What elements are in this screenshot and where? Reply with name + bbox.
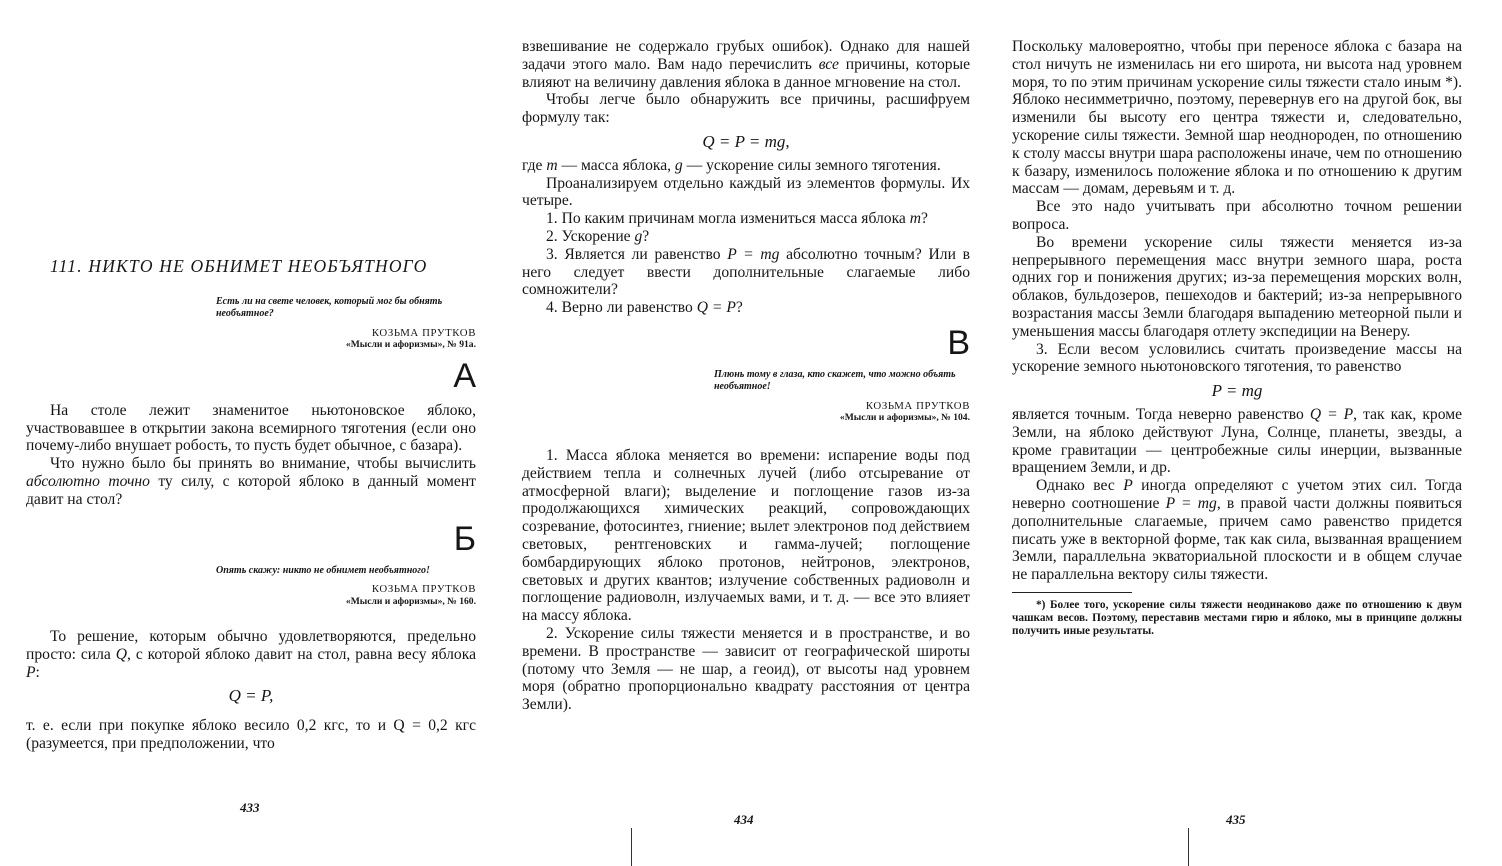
- question-4: 4. Верно ли равенство Q = P?: [546, 299, 743, 317]
- epigraph-author: КОЗЬМА ПРУТКОВ: [371, 583, 476, 596]
- answer-1: 1. Масса яблока меняется во времени: испарение воды под действием тепла и солнечных лучей (либо отсыревание от атмосферной влаги); выделение и поглощение газов из-за продолжающихся химических реакций, сопровождающих созревание, фотосинтез, гниение; вылет электронов под действием световых, рентгеновских и гамма-лучей; поглощение бомбардирующих яблоко протонов, нейтронов, электронов, световых и других квантов; излучение собственных радиоволн и поглощение радиоволн, излучаемых вами, и т. д. — все это влияет на массу яблока.: [522, 446, 970, 625]
- epigraph-author: КОЗЬМА ПРУТКОВ: [371, 326, 476, 339]
- epigraph-text: Опять скажу: никто не обнимет необъятного!: [216, 564, 430, 576]
- page-435: [1012, 0, 1462, 866]
- paragraph: Все это надо учитывать при абсолютно точном решении вопроса.: [1012, 198, 1462, 233]
- page-433: [26, 0, 476, 866]
- paragraph: Во времени ускорение силы тяжести меняется из-за непрерывного перемещения масс внутри земного шара, роста одних гор и понижения других; из-за перемещения морских волн, облаков, бульдозеров, пешеходов и бактерий; из-за непрерывного возрастания массы Земли благодаря выпадению метеорной пыли и уменьшения массы благодаря отлету экспедиции на Венеру.: [1012, 233, 1462, 340]
- answer-2: 2. Ускорение силы тяжести меняется и в пространстве, и во времени. В пространстве — зависит от географической широты (потому что Земля — не шар, а геоид), от высоты над уровнем моря (обратно пропорционально квадрату расстояния от центра Земли).: [522, 624, 970, 714]
- question-1: 1. По каким причинам могла измениться масса яблока m?: [546, 210, 928, 228]
- footnote: *) Более того, ускорение силы тяжести неодинаково даже по отношению к двум чашкам весов. Поэтому, переставив местами гирю и яблоко, мы в принципе должны получить иные результаты.: [1012, 598, 1462, 637]
- page-number: 434: [734, 812, 754, 827]
- formula: Q = P = mg,: [702, 131, 790, 151]
- paragraph: взвешивание не содержало грубых ошибок). Однако для нашей задачи этого мало. Вам надо перечислить все причины, которые влияют на величину давления яблока в данное мгновение на стол.: [522, 38, 971, 91]
- paragraph: где m — масса яблока, g — ускорение силы земного тяготения.: [522, 156, 941, 174]
- formula: Q = P,: [228, 686, 274, 706]
- page-edge-line: [631, 828, 632, 866]
- page-edge-line: [1188, 828, 1189, 866]
- page-number: 435: [1226, 812, 1246, 827]
- footnote-rule: [1012, 592, 1132, 593]
- paragraph: На столе лежит знаменитое ньютоновское яблоко, участвовавшее в открытии закона всемирного тяготения (если оно почему-либо внушает робость, то пусть будет обычное, с базара).: [26, 401, 476, 455]
- epigraph-source: «Мысли и афоризмы», № 104.: [839, 412, 970, 424]
- paragraph: То решение, которым обычно удовлетворяются, предельно просто: сила Q, с которой яблоко давит на стол, равна весу яблока P:: [26, 628, 476, 681]
- question-3: 3. Является ли равенство P = mg абсолютно точным? Или в него следует ввести дополнительные слагаемые либо сомножители?: [522, 245, 970, 299]
- chapter-title: 111. НИКТО НЕ ОБНИМЕТ НЕОБЪЯТНОГО: [50, 256, 428, 276]
- paragraph: Поскольку маловероятно, чтобы при переносе яблока с базара на стол ничуть не изменилась ни его широта, ни высота над уровнем моря, то по этим причинам ускорение силы тяжести стало иным *). Яблоко несимметрично, поэтому, перевернув его на другой бок, вы изменили бы высоту его центра тяжести и, следовательно, ускорение силы тяжести. Земной шар неоднороден, по отношению к столу массы внутри шара расположены иначе, чем по отношению к базару, изменилось положение яблока и по отношению к другим массам — домам, деревьям и т. д.: [1012, 38, 1462, 198]
- section-letter-b: Б: [453, 519, 476, 558]
- epigraph-text: Плюнь тому в глаза, кто скажет, что можно объять необъятное!: [714, 368, 956, 393]
- paragraph: Однако вес P иногда определяют с учетом этих сил. Тогда неверно соотношение P = mg, в правой части должны появиться дополнительные слагаемые, причем само равенство придется писать уже в векторной форме, так как сила, вызванная вращением Земли, параллельна экваториальной плоскости и в общем случае не параллельна вектору силы тяжести.: [1012, 477, 1463, 584]
- paragraph: Что нужно было бы принять во внимание, чтобы вычислить абсолютно точно ту силу, с которой яблоко в данный момент давит на стол?: [26, 455, 476, 508]
- paragraph: Проанализируем отдельно каждый из элементов формулы. Их четыре.: [522, 174, 970, 210]
- answer-3: 3. Если весом условились считать произведение массы на ускорение земного ньютоновского тяготения, то равенство: [1012, 340, 1462, 376]
- epigraph-3: [714, 369, 970, 425]
- paragraph: является точным. Тогда неверно равенство Q = P, так как, кроме Земли, на яблоко действуют Луна, Солнце, планеты, звезды, а кроме гравитации — центробежные силы инерции, вызванные вращением Земли, и др.: [1012, 405, 1462, 477]
- epigraph-text: Есть ли на свете человек, который мог бы обнять необъятное?: [216, 295, 443, 320]
- epigraph-source: «Мысли и афоризмы», № 160.: [345, 595, 476, 607]
- epigraph-1: [216, 296, 476, 352]
- question-2: 2. Ускорение g?: [546, 227, 650, 245]
- section-letter-v: В: [947, 323, 970, 362]
- section-letter-a: А: [453, 356, 476, 395]
- epigraph-author: КОЗЬМА ПРУТКОВ: [865, 399, 970, 412]
- formula: P = mg: [1211, 381, 1263, 401]
- paragraph: Чтобы легче было обнаружить все причины, расшифруем формулу так:: [522, 91, 970, 127]
- paragraph: т. е. если при покупке яблоко весило 0,2 кгс, то и Q = 0,2 кгс (разумеется, при предположении, что: [26, 717, 476, 753]
- epigraph-source: «Мысли и афоризмы», № 91а.: [345, 339, 476, 351]
- page-number: 433: [240, 800, 260, 815]
- page-434: [522, 0, 970, 866]
- epigraph-2: [216, 565, 476, 609]
